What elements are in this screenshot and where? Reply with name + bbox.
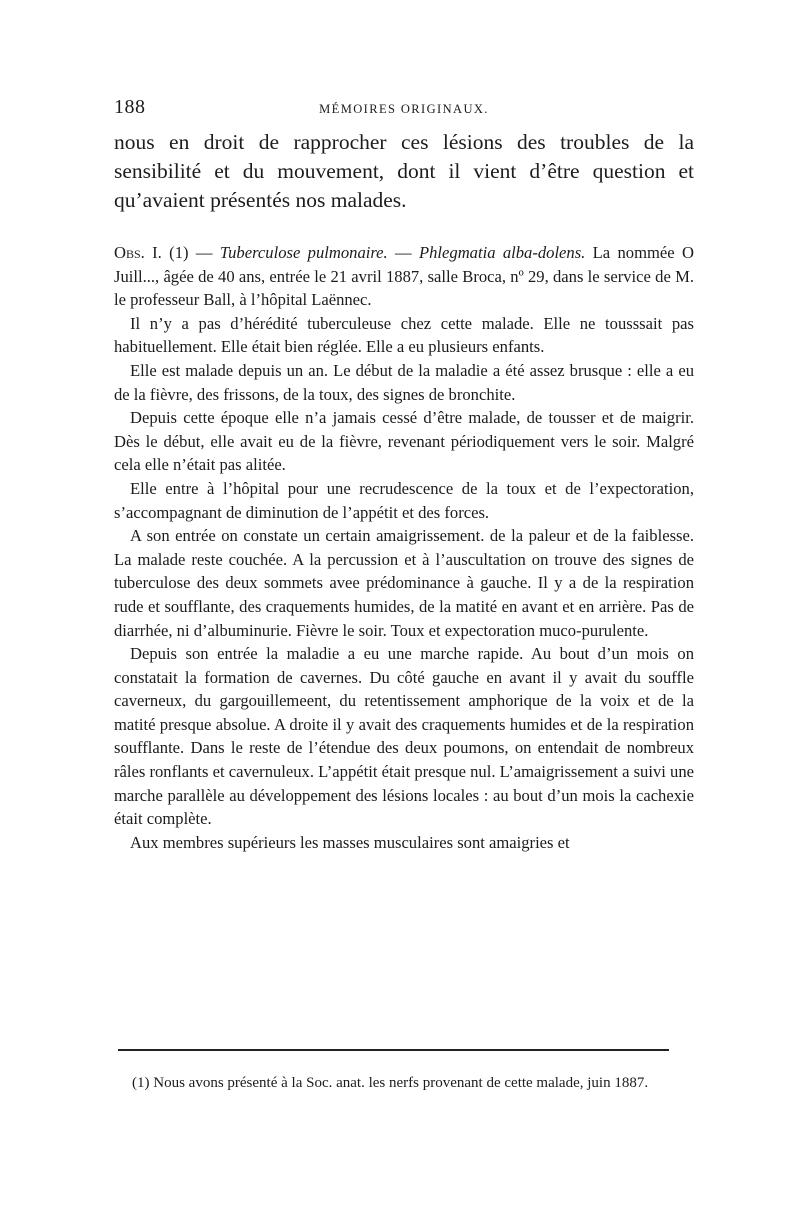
page-header — [114, 96, 694, 122]
footnote-divider — [118, 1049, 669, 1051]
footnote-block — [114, 1072, 694, 1095]
footnote-text: (1) Nous avons présenté à la Soc. anat. les nerfs provenant de cette malade, juin 1887. — [132, 1075, 649, 1091]
heading-dash: — — [395, 243, 412, 262]
body-paragraph: Elle entre à l’hôpital pour une recrudescence de la toux et de l’expectoration, s’accompagnant de diminution de l’appétit et des forces. — [114, 478, 694, 522]
intro-paragraph-block — [114, 128, 694, 215]
heading-dash: — — [195, 243, 213, 262]
diagnosis-secondary: Phlegmatia alba-dolens. — [418, 243, 586, 262]
patient-admission-text: La nommée O Juill..., âgée de 40 ans, entrée le 21 avril 1887, salle Broca, nº 29, dans le service de M. le professeur Ball, à l’hôpital Laënnec. — [114, 243, 694, 310]
body-paragraph: A son entrée on constate un certain amaigrissement. de la paleur et de la faiblesse. La malade reste couchée. A la percussion et à l’auscultation on trouve des signes de tuberculose des deux sommets avee prédominance à gauche. Il y a de la respiration rude et soufflante, des craquements humides, de la matité en avant et en arrière. Pas de diarrhée, ni d’albuminurie. Fièvre le soir. Toux et expectoration muco-purulente. — [114, 526, 694, 640]
observation-block — [114, 241, 694, 854]
body-paragraph: Il n’y a pas d’hérédité tuberculeuse chez cette malade. Elle ne tousssait pas habituellement. Elle était bien réglée. Elle a eu plusieurs enfants. — [114, 313, 694, 357]
observation-heading-paragraph — [114, 241, 694, 312]
observation-label: Obs. I. — [114, 243, 162, 262]
body-paragraph: Depuis son entrée la maladie a eu une marche rapide. Au bout d’un mois on constatait la formation de cavernes. Du côté gauche en avant il y avait du souffle caverneux, du gargouillemeent, du retentissement amphorique de la voix et de la matité presque absolue. A droite il y avait des craquements humides et de la respiration soufflante. Dans le reste de l’étendue des deux poumons, on entendait de nombreux râles ronflants et cavernuleux. L’appétit était presque nul. L’amaigrissement a suivi une marche parallèle au développement des lésions locales : au bout d’un mois la cachexie était complète. — [114, 644, 694, 829]
footnote-reference: (1) — [169, 243, 189, 262]
body-paragraph: Aux membres supérieurs les masses musculaires sont amaigries et — [130, 832, 570, 852]
diagnosis-primary: Tuberculose pulmonaire. — [219, 243, 388, 262]
page-number: 188 — [114, 96, 146, 118]
body-paragraph: Elle est malade depuis un an. Le début de la maladie a été assez brusque : elle a eu de la fièvre, des frissons, de la toux, des signes de bronchite. — [114, 360, 694, 404]
intro-paragraph: nous en droit de rapprocher ces lésions des troubles de la sensibilité et du mouvement, dont il vient d’être question et qu’avaient présentés nos malades. — [114, 130, 694, 212]
body-paragraph: Depuis cette époque elle n’a jamais cessé d’être malade, de tousser et de maigrir. Dès le début, elle avait eu de la fièvre, revenant périodiquement vers le soir. Malgré cela elle n’était pas alitée. — [114, 408, 694, 475]
running-title: MÉMOIRES ORIGINAUX. — [319, 102, 489, 116]
